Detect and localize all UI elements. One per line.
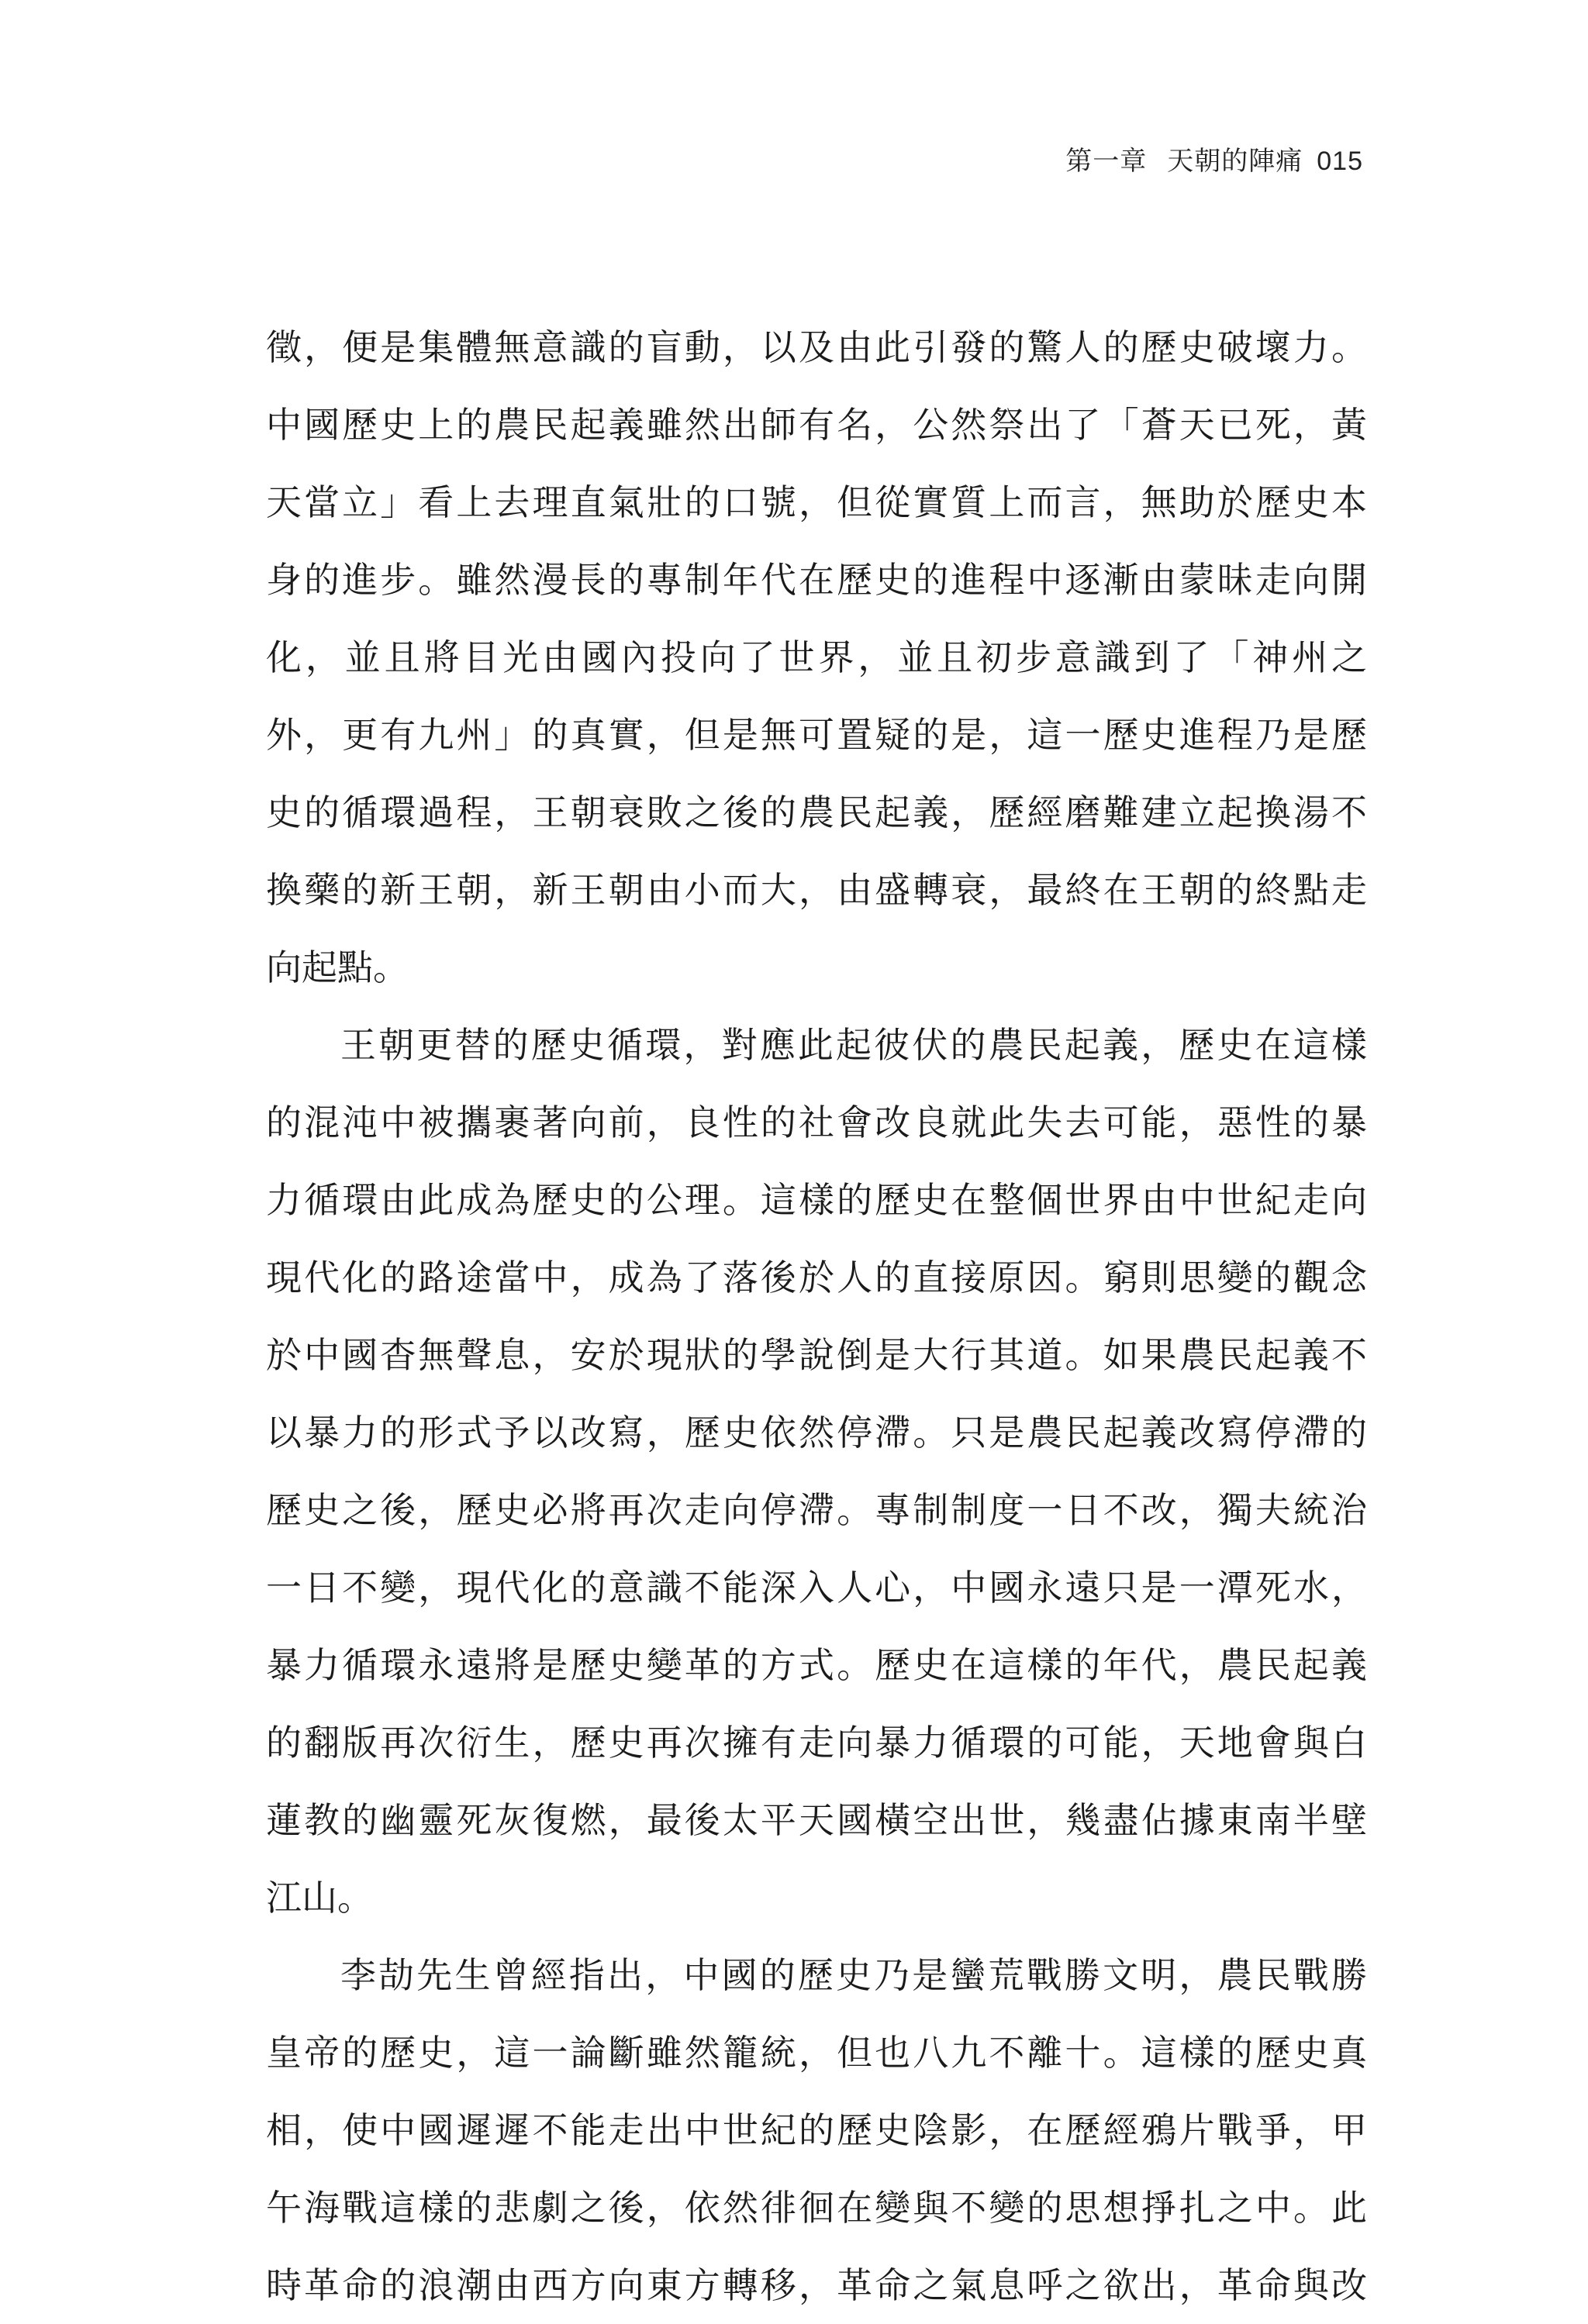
text-line: 中國歷史上的農民起義雖然出師有名，公然祭出了「蒼天已死，黃 xyxy=(266,404,1367,446)
page-number: 015 xyxy=(1317,147,1363,176)
text-line: 化，並且將目光由國內投向了世界，並且初步意識到了「神州之 xyxy=(266,636,1367,678)
text-line: 於中國杳無聲息，安於現狀的學說倒是大行其道。如果農民起義不 xyxy=(266,1334,1367,1376)
chapter-title: 天朝的陣痛 xyxy=(1167,146,1303,177)
text-line: 史的循環過程，王朝衰敗之後的農民起義，歷經磨難建立起換湯不 xyxy=(266,791,1367,833)
text-line: 身的進步。雖然漫長的專制年代在歷史的進程中逐漸由蒙昧走向開 xyxy=(266,559,1367,601)
chapter-label: 第一章 xyxy=(1065,146,1148,177)
text-line: 力循環由此成為歷史的公理。這樣的歷史在整個世界由中世紀走向 xyxy=(266,1179,1367,1221)
text-line: 以暴力的形式予以改寫，歷史依然停滯。只是農民起義改寫停滯的 xyxy=(266,1412,1367,1453)
text-line: 向起點。 xyxy=(266,946,409,988)
text-line: 一日不變，現代化的意識不能深入人心，中國永遠只是一潭死水， xyxy=(266,1567,1367,1609)
text-line: 王朝更替的歷史循環，對應此起彼伏的農民起義，歷史在這樣 xyxy=(340,1024,1367,1066)
text-line: 江山。 xyxy=(266,1877,373,1919)
text-line: 午海戰這樣的悲劇之後，依然徘徊在變與不變的思想掙扎之中。此 xyxy=(266,2187,1367,2229)
text-line: 時革命的浪潮由西方向東方轉移，革命之氣息呼之欲出，革命與改 xyxy=(266,2264,1367,2306)
text-line: 的混沌中被攜裹著向前，良性的社會改良就此失去可能，惡性的暴 xyxy=(266,1102,1367,1143)
text-line: 相，使中國遲遲不能走出中世紀的歷史陰影，在歷經鴉片戰爭，甲 xyxy=(266,2109,1367,2151)
body-text xyxy=(266,309,1367,2324)
text-line: 徵，便是集體無意識的盲動，以及由此引發的驚人的歷史破壞力。 xyxy=(266,326,1367,368)
text-line: 天當立」看上去理直氣壯的口號，但從實質上而言，無助於歷史本 xyxy=(266,481,1367,523)
text-line: 現代化的路途當中，成為了落後於人的直接原因。窮則思變的觀念 xyxy=(266,1257,1367,1298)
text-line: 換藥的新王朝，新王朝由小而大，由盛轉衰，最終在王朝的終點走 xyxy=(266,869,1367,911)
running-header xyxy=(1065,144,1363,178)
text-line: 蓮教的幽靈死灰復燃，最後太平天國橫空出世，幾盡佔據東南半壁 xyxy=(266,1799,1367,1841)
text-line: 外，更有九州」的真實，但是無可置疑的是，這一歷史進程乃是歷 xyxy=(266,714,1367,756)
text-line: 暴力循環永遠將是歷史變革的方式。歷史在這樣的年代，農民起義 xyxy=(266,1644,1367,1686)
text-line: 歷史之後，歷史必將再次走向停滯。專制制度一日不改，獨夫統治 xyxy=(266,1489,1367,1531)
text-line: 的翻版再次衍生，歷史再次擁有走向暴力循環的可能，天地會與白 xyxy=(266,1722,1367,1764)
text-line: 皇帝的歷史，這一論斷雖然籠統，但也八九不離十。這樣的歷史真 xyxy=(266,2032,1367,2074)
text-line: 李劼先生曾經指出，中國的歷史乃是蠻荒戰勝文明，農民戰勝 xyxy=(340,1954,1367,1996)
